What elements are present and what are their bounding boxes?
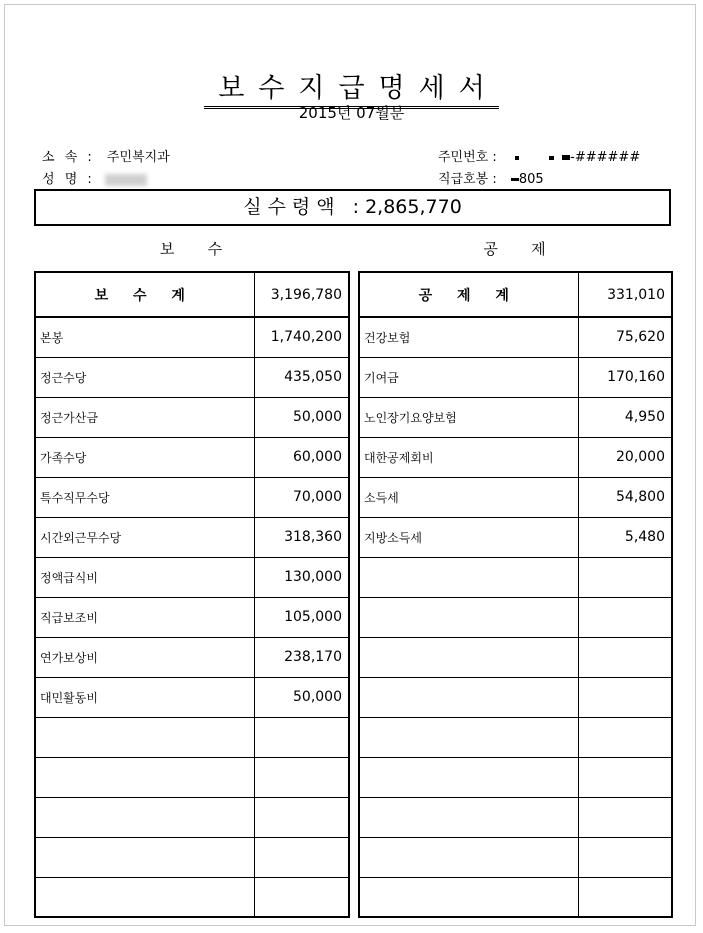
deduction-item-amount: 20,000: [578, 437, 672, 477]
pay-item-name: 직급보조비: [35, 597, 254, 637]
grade-redaction-mark: [511, 178, 519, 181]
pay-item-amount: 105,000: [254, 597, 349, 637]
pay-item-name: [35, 797, 254, 837]
deduction-row: [359, 637, 672, 677]
pay-item-amount: [254, 717, 349, 757]
deduction-total-row: [359, 272, 672, 317]
pay-total-label: 보 수 계: [35, 272, 254, 317]
pay-row: [35, 717, 349, 757]
pay-period: 2015년 07월분: [298, 104, 405, 122]
grade-label: 직급호봉 :: [438, 172, 497, 187]
rrn-redaction-mark: [562, 155, 570, 160]
pay-item-name: [35, 877, 254, 917]
deduction-item-amount: [578, 837, 672, 877]
rrn-value: -######: [570, 150, 641, 165]
net-pay-value: 2,865,770: [365, 196, 462, 218]
department-label: 소 속 :: [42, 150, 95, 165]
name-label: 성 명 :: [42, 172, 95, 187]
pay-item-amount: [254, 797, 349, 837]
pay-item-amount: [254, 837, 349, 877]
deduction-section-heading: 공 제: [483, 240, 546, 258]
deduction-item-amount: [578, 597, 672, 637]
pay-item-name: 정근수당: [35, 357, 254, 397]
deduction-item-amount: 54,800: [578, 477, 672, 517]
pay-item-amount: 318,360: [254, 517, 349, 557]
name-row: [42, 168, 147, 187]
deduction-row: [359, 437, 672, 477]
rrn-row: [438, 146, 640, 165]
pay-item-amount: 238,170: [254, 637, 349, 677]
deduction-item-name: 건강보험: [359, 317, 578, 357]
deduction-item-name: [359, 677, 578, 717]
deduction-item-name: [359, 597, 578, 637]
pay-row: [35, 797, 349, 837]
rrn-redaction-mark: [515, 156, 519, 160]
pay-row: [35, 637, 349, 677]
deduction-item-name: 지방소득세: [359, 517, 578, 557]
deduction-row: [359, 357, 672, 397]
pay-item-name: [35, 837, 254, 877]
deduction-total-label: 공 제 계: [359, 272, 578, 317]
pay-row: [35, 357, 349, 397]
deduction-row: [359, 717, 672, 757]
deduction-total-value: 331,010: [578, 272, 672, 317]
pay-row: [35, 557, 349, 597]
deduction-item-amount: [578, 797, 672, 837]
pay-item-name: 정액급식비: [35, 557, 254, 597]
deduction-item-amount: 4,950: [578, 397, 672, 437]
deduction-row: [359, 397, 672, 437]
deduction-item-amount: 75,620: [578, 317, 672, 357]
deduction-item-amount: [578, 637, 672, 677]
pay-row: [35, 317, 349, 357]
pay-total-value: 3,196,780: [254, 272, 349, 317]
deduction-item-amount: [578, 877, 672, 917]
pay-row: [35, 677, 349, 717]
pay-row: [35, 837, 349, 877]
deduction-row: [359, 317, 672, 357]
deduction-row: [359, 557, 672, 597]
pay-item-name: 대민활동비: [35, 677, 254, 717]
pay-item-amount: 60,000: [254, 437, 349, 477]
deduction-item-name: [359, 557, 578, 597]
deduction-item-amount: 5,480: [578, 517, 672, 557]
deduction-table: [358, 271, 673, 918]
net-pay-label: 실수령액 :: [243, 196, 366, 218]
pay-item-name: 본봉: [35, 317, 254, 357]
pay-item-name: [35, 757, 254, 797]
net-pay-box: [34, 189, 671, 226]
pay-row: [35, 397, 349, 437]
deduction-item-name: [359, 757, 578, 797]
deduction-row: [359, 837, 672, 877]
pay-item-name: [35, 717, 254, 757]
pay-table: [34, 271, 350, 918]
pay-item-amount: [254, 757, 349, 797]
deduction-row: [359, 797, 672, 837]
pay-item-amount: 435,050: [254, 357, 349, 397]
pay-item-name: 특수직무수당: [35, 477, 254, 517]
pay-row: [35, 437, 349, 477]
deduction-row: [359, 597, 672, 637]
pay-row: [35, 597, 349, 637]
document-title: 보수지급명세서: [0, 66, 703, 105]
deduction-item-name: [359, 837, 578, 877]
deduction-item-amount: [578, 717, 672, 757]
department-value: 주민복지과: [106, 150, 170, 165]
pay-item-name: 연가보상비: [35, 637, 254, 677]
deduction-row: [359, 757, 672, 797]
department-row: [42, 146, 170, 165]
pay-item-amount: 130,000: [254, 557, 349, 597]
deduction-item-amount: [578, 677, 672, 717]
pay-row: [35, 877, 349, 917]
pay-item-name: 정근가산금: [35, 397, 254, 437]
deduction-item-amount: [578, 757, 672, 797]
deduction-item-amount: [578, 557, 672, 597]
deduction-item-name: [359, 637, 578, 677]
deduction-item-amount: 170,160: [578, 357, 672, 397]
deduction-row: [359, 477, 672, 517]
grade-value: 805: [518, 172, 544, 187]
pay-item-name: 가족수당: [35, 437, 254, 477]
deduction-item-name: [359, 877, 578, 917]
deduction-item-name: [359, 717, 578, 757]
deduction-row: [359, 517, 672, 557]
deduction-item-name: 노인장기요양보험: [359, 397, 578, 437]
deduction-item-name: 기여금: [359, 357, 578, 397]
pay-item-name: 시간외근무수당: [35, 517, 254, 557]
deduction-row: [359, 677, 672, 717]
name-redacted: [105, 174, 147, 186]
pay-item-amount: [254, 877, 349, 917]
pay-item-amount: 70,000: [254, 477, 349, 517]
grade-row: [438, 168, 544, 187]
pay-row: [35, 477, 349, 517]
deduction-item-name: [359, 797, 578, 837]
deduction-item-name: 소득세: [359, 477, 578, 517]
pay-section-heading: 보 수: [159, 240, 223, 258]
pay-item-amount: 50,000: [254, 677, 349, 717]
pay-item-amount: 1,740,200: [254, 317, 349, 357]
pay-item-amount: 50,000: [254, 397, 349, 437]
deduction-row: [359, 877, 672, 917]
rrn-label: 주민번호 :: [438, 150, 497, 165]
deduction-item-name: 대한공제회비: [359, 437, 578, 477]
pay-row: [35, 757, 349, 797]
rrn-redaction-mark: [549, 156, 554, 160]
pay-total-row: [35, 272, 349, 317]
pay-row: [35, 517, 349, 557]
